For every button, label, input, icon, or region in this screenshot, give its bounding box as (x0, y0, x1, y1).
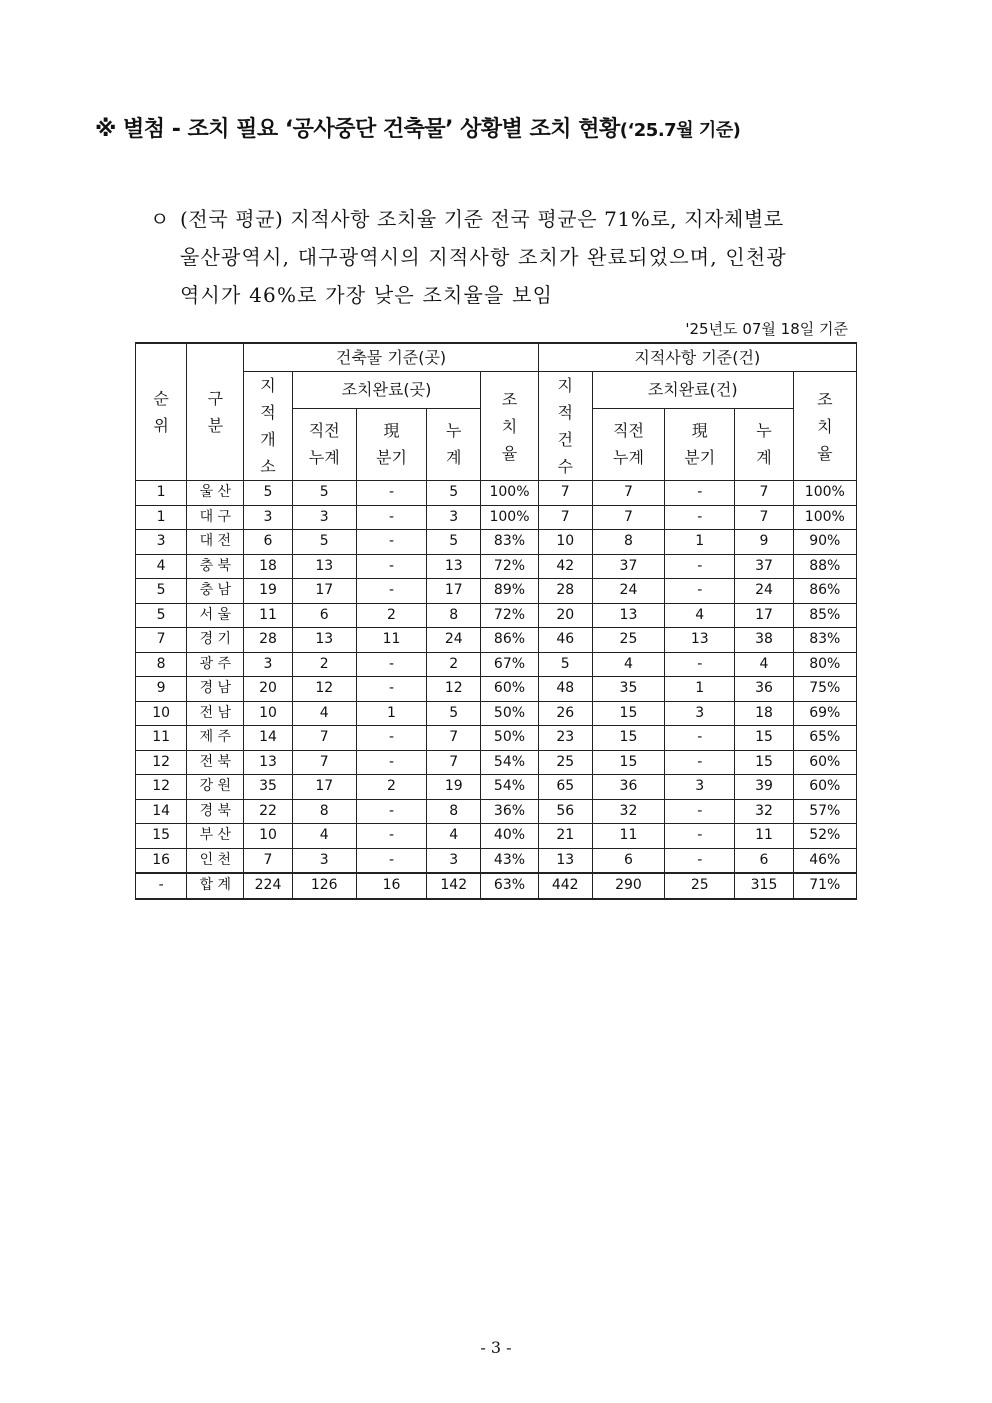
table-cell: 50% (481, 701, 538, 726)
table-cell: 5 (427, 530, 481, 555)
table-cell: 69% (793, 701, 856, 726)
table-cell: 85% (793, 603, 856, 628)
summary-line-1: ㅇ (전국 평균) 지적사항 조치율 기준 전국 평균은 71%로, 지자체별로 (150, 200, 862, 238)
table-cell: 35 (244, 775, 292, 800)
header-i-cum: 누 계 (735, 408, 793, 480)
table-cell: 48 (538, 677, 592, 702)
table-cell: 2 (356, 775, 426, 800)
table-cell: 11 (136, 726, 187, 751)
table-cell: 52% (793, 824, 856, 849)
table-cell: 28 (244, 628, 292, 653)
table-cell: 56 (538, 799, 592, 824)
table-cell: 15 (735, 726, 793, 751)
table-cell: 13 (665, 628, 735, 653)
table-cell: 35 (592, 677, 664, 702)
header-group-items: 지적사항 기준(건) (538, 343, 856, 372)
header-i-cur: 現 분기 (665, 408, 735, 480)
table-cell: 6 (592, 848, 664, 873)
page-number: - 3 - (480, 1338, 512, 1357)
table-cell: 4 (292, 824, 356, 849)
header-rank: 순 위 (136, 343, 187, 481)
table-cell: 19 (244, 579, 292, 604)
table-cell: 9 (136, 677, 187, 702)
header-i-rate: 조 치 율 (793, 372, 856, 481)
header-b-cur: 現 분기 (356, 408, 426, 480)
table-cell: - (356, 799, 426, 824)
table-cell: 4 (735, 652, 793, 677)
table-cell: 7 (592, 505, 664, 530)
table-cell: 2 (292, 652, 356, 677)
table-cell: 5 (292, 481, 356, 506)
table-cell: 25 (592, 628, 664, 653)
table-cell: 37 (735, 554, 793, 579)
table-cell: 12 (136, 775, 187, 800)
table-cell: 5 (136, 603, 187, 628)
table-cell: 224 (244, 873, 292, 899)
table-cell: 6 (244, 530, 292, 555)
table-cell: 7 (292, 750, 356, 775)
title-date: (‘25.7월 기준) (619, 120, 741, 141)
table-cell: 충 남 (187, 579, 244, 604)
table-row (136, 775, 857, 800)
table-cell: 1 (136, 481, 187, 506)
table-cell: 10 (136, 701, 187, 726)
table-cell: 88% (793, 554, 856, 579)
page-title (95, 112, 740, 143)
table-cell: 315 (735, 873, 793, 899)
table-cell: 7 (735, 481, 793, 506)
table-cell: 65% (793, 726, 856, 751)
table-cell: - (665, 750, 735, 775)
table-cell: 19 (427, 775, 481, 800)
table-cell: 22 (244, 799, 292, 824)
table-cell: 57% (793, 799, 856, 824)
table-cell: - (665, 554, 735, 579)
table-cell: 83% (793, 628, 856, 653)
table-cell: 24 (592, 579, 664, 604)
table-cell: 20 (538, 603, 592, 628)
table-cell: 13 (592, 603, 664, 628)
table-cell: 60% (793, 750, 856, 775)
table-cell: 부 산 (187, 824, 244, 849)
table-cell: 합 계 (187, 873, 244, 899)
table-cell: 67% (481, 652, 538, 677)
table-cell: 15 (592, 726, 664, 751)
table-cell: - (665, 652, 735, 677)
table-cell: 충 북 (187, 554, 244, 579)
table-cell: 10 (538, 530, 592, 555)
table-cell: 11 (592, 824, 664, 849)
table-cell: 6 (735, 848, 793, 873)
table-cell: 7 (427, 750, 481, 775)
table-cell: 3 (136, 530, 187, 555)
table-cell: 13 (292, 628, 356, 653)
table-cell: - (356, 848, 426, 873)
table-row (136, 726, 857, 751)
table-cell: 46 (538, 628, 592, 653)
table-cell: 21 (538, 824, 592, 849)
title-main: ※ 별첨 - 조치 필요 ‘공사중단 건축물’ 상황별 조치 현황 (95, 117, 620, 142)
header-b-done: 조치완료(곳) (292, 372, 481, 409)
table-cell: 광 주 (187, 652, 244, 677)
table-cell: 8 (292, 799, 356, 824)
table-total-row (136, 873, 857, 899)
table-row (136, 848, 857, 873)
table-cell: - (356, 750, 426, 775)
table-cell: 5 (427, 481, 481, 506)
table-cell: 5 (427, 701, 481, 726)
table-cell: 71% (793, 873, 856, 899)
table-cell: 142 (427, 873, 481, 899)
table-cell: 7 (538, 481, 592, 506)
table-cell: 경 북 (187, 799, 244, 824)
header-i-done: 조치완료(건) (592, 372, 793, 409)
table-row (136, 701, 857, 726)
status-table (135, 342, 857, 900)
table-cell: 4 (592, 652, 664, 677)
table-cell: 16 (356, 873, 426, 899)
table-cell: - (665, 726, 735, 751)
table-row (136, 481, 857, 506)
table-cell: 3 (427, 848, 481, 873)
table-cell: 65 (538, 775, 592, 800)
table-row (136, 603, 857, 628)
table-cell: 대 전 (187, 530, 244, 555)
table-cell: 26 (538, 701, 592, 726)
table-cell: 14 (244, 726, 292, 751)
table-cell: - (356, 554, 426, 579)
table-cell: 63% (481, 873, 538, 899)
table-cell: 20 (244, 677, 292, 702)
table-cell: 7 (136, 628, 187, 653)
table-cell: 12 (136, 750, 187, 775)
table-cell: 5 (292, 530, 356, 555)
table-cell: 서 울 (187, 603, 244, 628)
table-cell: 72% (481, 554, 538, 579)
table-cell: 5 (244, 481, 292, 506)
table-cell: 83% (481, 530, 538, 555)
table-cell: - (665, 799, 735, 824)
table-cell: 15 (592, 750, 664, 775)
table-cell: - (356, 505, 426, 530)
table-cell: 17 (292, 775, 356, 800)
table-cell: 인 천 (187, 848, 244, 873)
table-cell: 3 (427, 505, 481, 530)
table-cell: 25 (538, 750, 592, 775)
table-cell: 40% (481, 824, 538, 849)
table-cell: 23 (538, 726, 592, 751)
table-cell: 72% (481, 603, 538, 628)
table-cell: 86% (481, 628, 538, 653)
table-cell: 전 북 (187, 750, 244, 775)
table-cell: 25 (665, 873, 735, 899)
table-cell: 100% (481, 505, 538, 530)
table-cell: 3 (244, 652, 292, 677)
table-cell: 36 (735, 677, 793, 702)
table-cell: 8 (427, 603, 481, 628)
table-cell: 17 (735, 603, 793, 628)
table-cell: 100% (793, 505, 856, 530)
table-row (136, 530, 857, 555)
table-cell: 4 (427, 824, 481, 849)
table-cell: 38 (735, 628, 793, 653)
header-region: 구 분 (187, 343, 244, 481)
table-cell: 13 (292, 554, 356, 579)
table-cell: 4 (665, 603, 735, 628)
table-row (136, 652, 857, 677)
table-cell: 7 (244, 848, 292, 873)
table-cell: 3 (665, 701, 735, 726)
table-cell: 290 (592, 873, 664, 899)
table-row (136, 677, 857, 702)
table-cell: 100% (793, 481, 856, 506)
table-row (136, 824, 857, 849)
table-cell: - (665, 579, 735, 604)
table-cell: 60% (481, 677, 538, 702)
header-i-prev: 직전 누계 (592, 408, 664, 480)
table-cell: 6 (292, 603, 356, 628)
table-cell: 경 남 (187, 677, 244, 702)
table-body (136, 481, 857, 899)
table-cell: 울 산 (187, 481, 244, 506)
table-cell: 43% (481, 848, 538, 873)
table-row (136, 505, 857, 530)
table-cell: 12 (292, 677, 356, 702)
table-cell: 36 (592, 775, 664, 800)
table-cell: 7 (538, 505, 592, 530)
table-cell: 39 (735, 775, 793, 800)
table-cell: 37 (592, 554, 664, 579)
table-cell: 17 (292, 579, 356, 604)
table-cell: 42 (538, 554, 592, 579)
table-cell: 12 (427, 677, 481, 702)
table-cell: 15 (136, 824, 187, 849)
table-cell: 8 (427, 799, 481, 824)
table-cell: 10 (244, 701, 292, 726)
table-cell: 54% (481, 775, 538, 800)
table-cell: 7 (427, 726, 481, 751)
table-cell: 15 (735, 750, 793, 775)
header-b-count: 지 적 개 소 (244, 372, 292, 481)
table-row (136, 750, 857, 775)
header-b-cum: 누 계 (427, 408, 481, 480)
table-cell: 8 (136, 652, 187, 677)
summary-line-3: 역시가 46%로 가장 낮은 조치율을 보임 (180, 283, 554, 307)
table-cell: 13 (538, 848, 592, 873)
table-cell: 46% (793, 848, 856, 873)
table-cell: 18 (735, 701, 793, 726)
table-cell: 100% (481, 481, 538, 506)
table-cell: 4 (292, 701, 356, 726)
summary-line-2: 울산광역시, 대구광역시의 지적사항 조치가 완료되었으며, 인천광 (180, 245, 787, 269)
table-cell: 1 (665, 530, 735, 555)
table-cell: 80% (793, 652, 856, 677)
table-cell: 7 (735, 505, 793, 530)
table-cell: - (356, 530, 426, 555)
table-cell: 442 (538, 873, 592, 899)
table-cell: - (356, 652, 426, 677)
table-cell: - (356, 579, 426, 604)
table-cell: 75% (793, 677, 856, 702)
table-cell: - (356, 481, 426, 506)
table-cell: 경 기 (187, 628, 244, 653)
summary-paragraph (150, 200, 862, 314)
table-cell: 2 (356, 603, 426, 628)
table-cell: 90% (793, 530, 856, 555)
table-cell: - (356, 824, 426, 849)
base-date: '25년도 07월 18일 기준 (685, 320, 848, 338)
table-cell: 50% (481, 726, 538, 751)
table-cell: 32 (592, 799, 664, 824)
header-b-prev: 직전 누계 (292, 408, 356, 480)
table-row (136, 554, 857, 579)
bullet-icon: ㅇ (150, 207, 170, 231)
table-cell: 11 (735, 824, 793, 849)
table-cell: 강 원 (187, 775, 244, 800)
table-cell: 24 (427, 628, 481, 653)
table-cell: 54% (481, 750, 538, 775)
header-group-buildings: 건축물 기준(곳) (244, 343, 538, 372)
table-cell: 36% (481, 799, 538, 824)
table-cell: 3 (292, 848, 356, 873)
table-cell: 11 (356, 628, 426, 653)
table-cell: 1 (665, 677, 735, 702)
table-cell: 7 (592, 481, 664, 506)
table-cell: 제 주 (187, 726, 244, 751)
table-cell: - (356, 677, 426, 702)
table-cell: 16 (136, 848, 187, 873)
table-row (136, 628, 857, 653)
table-cell: 89% (481, 579, 538, 604)
table-cell: 60% (793, 775, 856, 800)
table-cell: 8 (592, 530, 664, 555)
table-cell: - (665, 505, 735, 530)
table-cell: 24 (735, 579, 793, 604)
table-cell: - (665, 848, 735, 873)
table-cell: 1 (356, 701, 426, 726)
table-cell: 3 (665, 775, 735, 800)
table-cell: 5 (538, 652, 592, 677)
table-cell: 86% (793, 579, 856, 604)
table-cell: 7 (292, 726, 356, 751)
table-cell: 2 (427, 652, 481, 677)
table-cell: - (665, 824, 735, 849)
table-cell: 15 (592, 701, 664, 726)
table-cell: 11 (244, 603, 292, 628)
table-cell: 4 (136, 554, 187, 579)
table-cell: 17 (427, 579, 481, 604)
table-cell: 3 (244, 505, 292, 530)
table-cell: - (356, 726, 426, 751)
table-cell: 3 (292, 505, 356, 530)
table-cell: 9 (735, 530, 793, 555)
table-cell: 5 (136, 579, 187, 604)
table-cell: 32 (735, 799, 793, 824)
table-cell: 13 (427, 554, 481, 579)
header-i-count: 지 적 건 수 (538, 372, 592, 481)
table-cell: 14 (136, 799, 187, 824)
table-cell: 28 (538, 579, 592, 604)
header-b-rate: 조 치 율 (481, 372, 538, 481)
table-cell: 10 (244, 824, 292, 849)
table-cell: - (665, 481, 735, 506)
table-cell: - (136, 873, 187, 899)
table-cell: 전 남 (187, 701, 244, 726)
table-row (136, 799, 857, 824)
table-row (136, 579, 857, 604)
table-cell: 18 (244, 554, 292, 579)
table-cell: 1 (136, 505, 187, 530)
table-cell: 대 구 (187, 505, 244, 530)
table-cell: 13 (244, 750, 292, 775)
table-cell: 126 (292, 873, 356, 899)
